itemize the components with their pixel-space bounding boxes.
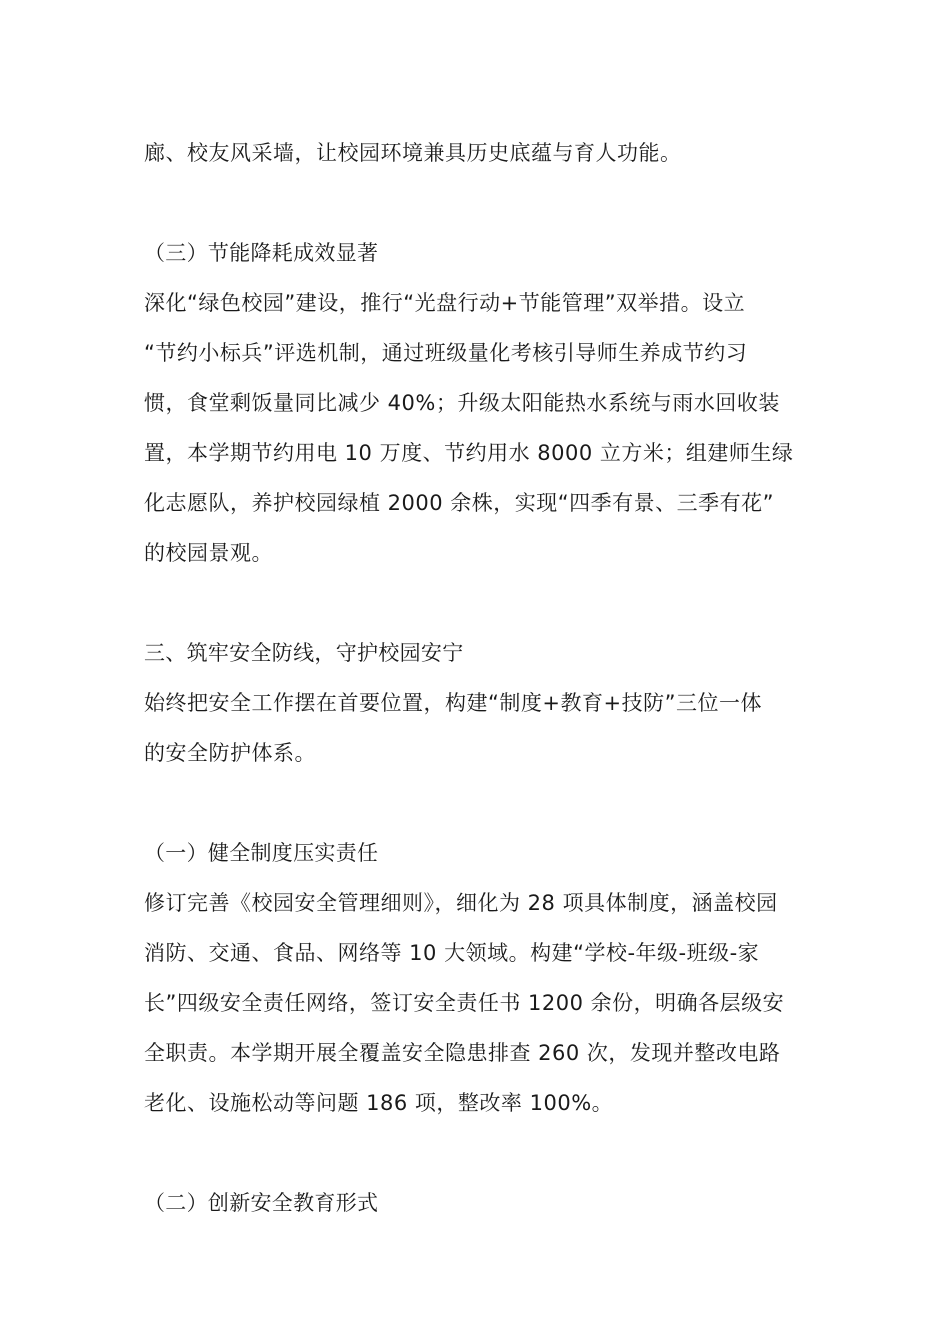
paragraph-line: 的校园景观。 [144,541,273,565]
paragraph-gap [144,578,810,628]
paragraph-line: 消防、交通、食品、网络等 10 大领域。构建“学校-年级-班级-家 [144,941,760,965]
chapter-heading: 三、筑牢安全防线，守护校园安宁 [144,641,464,665]
document-body [144,128,810,1228]
paragraph-line: “节约小标兵”评选机制，通过班级量化考核引导师生养成节约习 [144,341,748,365]
section-heading: （二）创新安全教育形式 [144,1191,379,1215]
paragraph-line: 长”四级安全责任网络，签订安全责任书 1200 余份，明确各层级安 [144,991,785,1015]
paragraph-line: 始终把安全工作摆在首要位置，构建“制度+教育+技防”三位一体 [144,691,762,715]
section-heading: （一）健全制度压实责任 [144,841,379,865]
paragraph-line: 深化“绿色校园”建设，推行“光盘行动+节能管理”双举措。设立 [144,291,746,315]
paragraph-gap [144,778,810,828]
paragraph-gap [144,1128,810,1178]
paragraph-line: 老化、设施松动等问题 186 项，整改率 100%。 [144,1091,614,1115]
paragraph-line: 惯，食堂剩饭量同比减少 40%；升级太阳能热水系统与雨水回收装 [144,391,780,415]
paragraph-line: 修订完善《校园安全管理细则》，细化为 28 项具体制度，涵盖校园 [144,891,778,915]
paragraph-line: 化志愿队，养护校园绿植 2000 余株，实现“四季有景、三季有花” [144,491,775,515]
section-heading: （三）节能降耗成效显著 [144,241,379,265]
paragraph-line: 置，本学期节约用电 10 万度、节约用水 8000 立方米；组建师生绿 [144,441,794,465]
paragraph-line: 廊、校友风采墙，让校园环境兼具历史底蕴与育人功能。 [144,141,682,165]
paragraph-line: 的安全防护体系。 [144,741,316,765]
paragraph-gap [144,178,810,228]
paragraph-line: 全职责。本学期开展全覆盖安全隐患排查 260 次，发现并整改电路 [144,1041,781,1065]
